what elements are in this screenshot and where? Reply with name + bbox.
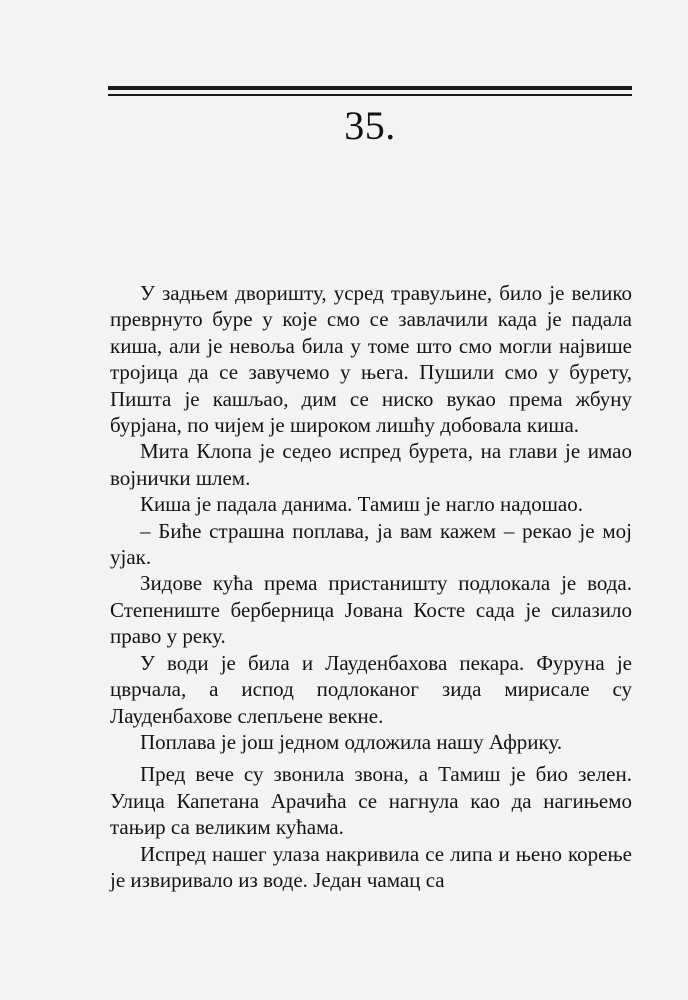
paragraph: Киша је падала данима. Тамиш је нагло надошао. xyxy=(140,492,583,517)
paragraph: Поплава је још једном одложила нашу Африку. xyxy=(140,729,563,754)
paragraph: У води је била и Лауденбахова пекара. Фуруна је цврчала, а испод подлоканог зида мирисале су Лауденбахове слепљене векне. xyxy=(110,650,632,728)
paragraph: Зидове кућа према пристаништу подлокала је вода. Степениште берберница Јована Косте сада је силазило право у реку. xyxy=(110,571,632,649)
paragraph: Испред нашег улаза накривила се липа и њено корење је извиривало из воде. Један чамац са xyxy=(110,841,632,892)
chapter-number: 35. xyxy=(344,103,396,148)
paragraph: Пред вече су звонила звона, а Тамиш је био зелен. Улица Капетана Арачића се нагнула као да нагињемо тањир са великим кућама. xyxy=(110,762,632,840)
chapter-rule-thin xyxy=(108,94,632,96)
paragraph: У задњем дворишту, усред травуљине, било је велико преврнуто буре у које смо се завлачили када је падала киша, али је невоља била у томе што смо могли највише тројица да се завучемо у њега. Пушили смо у бурету, Пишта је кашљао, дим се ниско вукао према жбуну бурјана, по чијем је широком лишћу добовала киша. xyxy=(110,281,632,438)
chapter-rule-thick xyxy=(108,86,632,90)
body-text xyxy=(110,280,632,893)
paragraph: Мита Клопа је седео испред бурета, на глави је имао војнички шлем. xyxy=(110,439,632,490)
paragraph: – Биће страшна поплава, ја вам кажем – рекао је мој ујак. xyxy=(110,518,632,570)
